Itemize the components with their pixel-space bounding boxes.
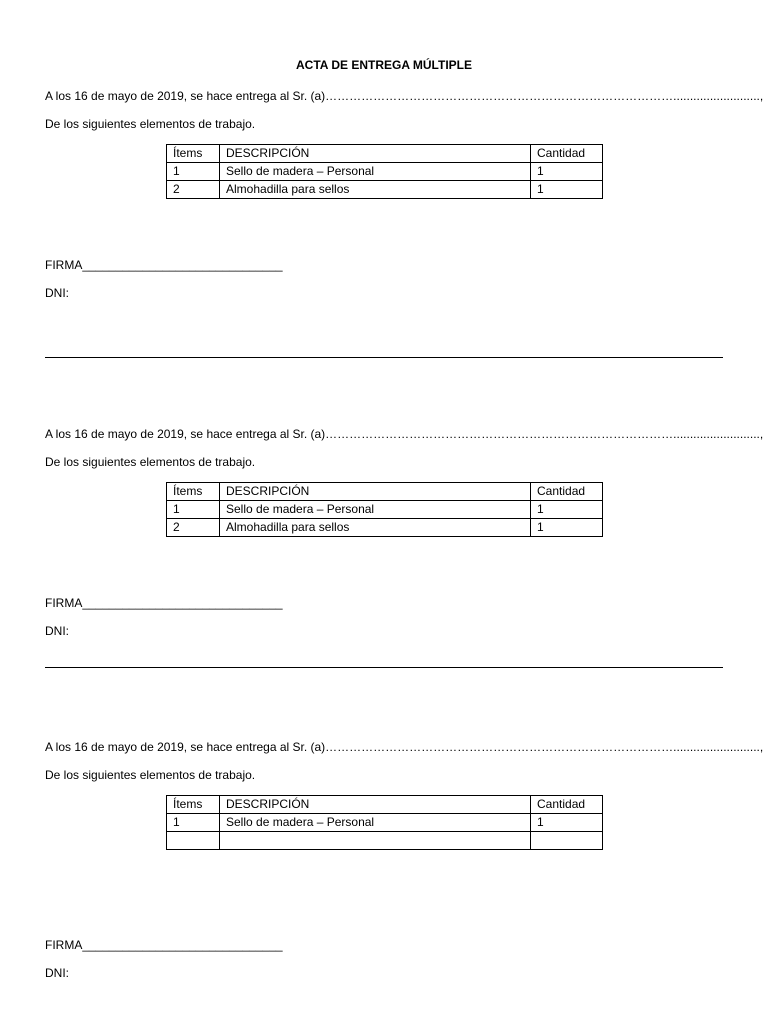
cell-description — [220, 832, 531, 850]
delivery-intro-line: A los 16 de mayo de 2019, se hace entrega al Sr. (a)…………………………………………………………………………….........................., — [45, 89, 764, 103]
cell-item-number: 1 — [167, 163, 220, 181]
table-header-row — [167, 483, 603, 501]
items-subtitle: De los siguientes elementos de trabajo. — [45, 768, 256, 782]
signature-line: FIRMA______________________________ — [45, 938, 283, 952]
cell-quantity — [531, 832, 603, 850]
cell-item-number: 2 — [167, 181, 220, 199]
items-subtitle: De los siguientes elementos de trabajo. — [45, 455, 256, 469]
table-row — [167, 501, 603, 519]
table-row — [167, 519, 603, 537]
section-divider — [45, 357, 723, 358]
cell-item-number: 1 — [167, 814, 220, 832]
table-row — [167, 163, 603, 181]
signature-line: FIRMA______________________________ — [45, 596, 283, 610]
delivery-intro-line: A los 16 de mayo de 2019, se hace entrega al Sr. (a)…………………………………………………………………………….........................., — [45, 427, 764, 441]
cell-description: Sello de madera – Personal — [220, 814, 531, 832]
cell-description: Sello de madera – Personal — [220, 501, 531, 519]
table-row — [167, 832, 603, 850]
dni-label: DNI: — [45, 286, 69, 300]
cell-description: Sello de madera – Personal — [220, 163, 531, 181]
cell-quantity: 1 — [531, 163, 603, 181]
cell-item-number: 2 — [167, 519, 220, 537]
cell-quantity: 1 — [531, 181, 603, 199]
table-row — [167, 814, 603, 832]
cell-quantity: 1 — [531, 519, 603, 537]
table-header-row — [167, 145, 603, 163]
items-table — [166, 795, 603, 850]
dni-label: DNI: — [45, 966, 69, 980]
cell-quantity: 1 — [531, 501, 603, 519]
cell-description: Almohadilla para sellos — [220, 181, 531, 199]
items-table — [166, 482, 603, 537]
header-quantity: Cantidad — [531, 145, 603, 163]
delivery-intro-line: A los 16 de mayo de 2019, se hace entrega al Sr. (a)…………………………………………………………………………….........................., — [45, 740, 764, 754]
items-table — [166, 144, 603, 199]
cell-description: Almohadilla para sellos — [220, 519, 531, 537]
header-description: DESCRIPCIÓN — [220, 796, 531, 814]
table-header-row — [167, 796, 603, 814]
header-quantity: Cantidad — [531, 796, 603, 814]
header-items: Ítems — [167, 145, 220, 163]
cell-item-number — [167, 832, 220, 850]
header-items: Ítems — [167, 483, 220, 501]
header-quantity: Cantidad — [531, 483, 603, 501]
header-description: DESCRIPCIÓN — [220, 483, 531, 501]
cell-quantity: 1 — [531, 814, 603, 832]
table-row — [167, 181, 603, 199]
signature-line: FIRMA______________________________ — [45, 258, 283, 272]
header-description: DESCRIPCIÓN — [220, 145, 531, 163]
cell-item-number: 1 — [167, 501, 220, 519]
items-subtitle: De los siguientes elementos de trabajo. — [45, 117, 256, 131]
header-items: Ítems — [167, 796, 220, 814]
dni-label: DNI: — [45, 624, 69, 638]
page-title: ACTA DE ENTREGA MÚLTIPLE — [296, 58, 472, 72]
section-divider — [45, 667, 723, 668]
